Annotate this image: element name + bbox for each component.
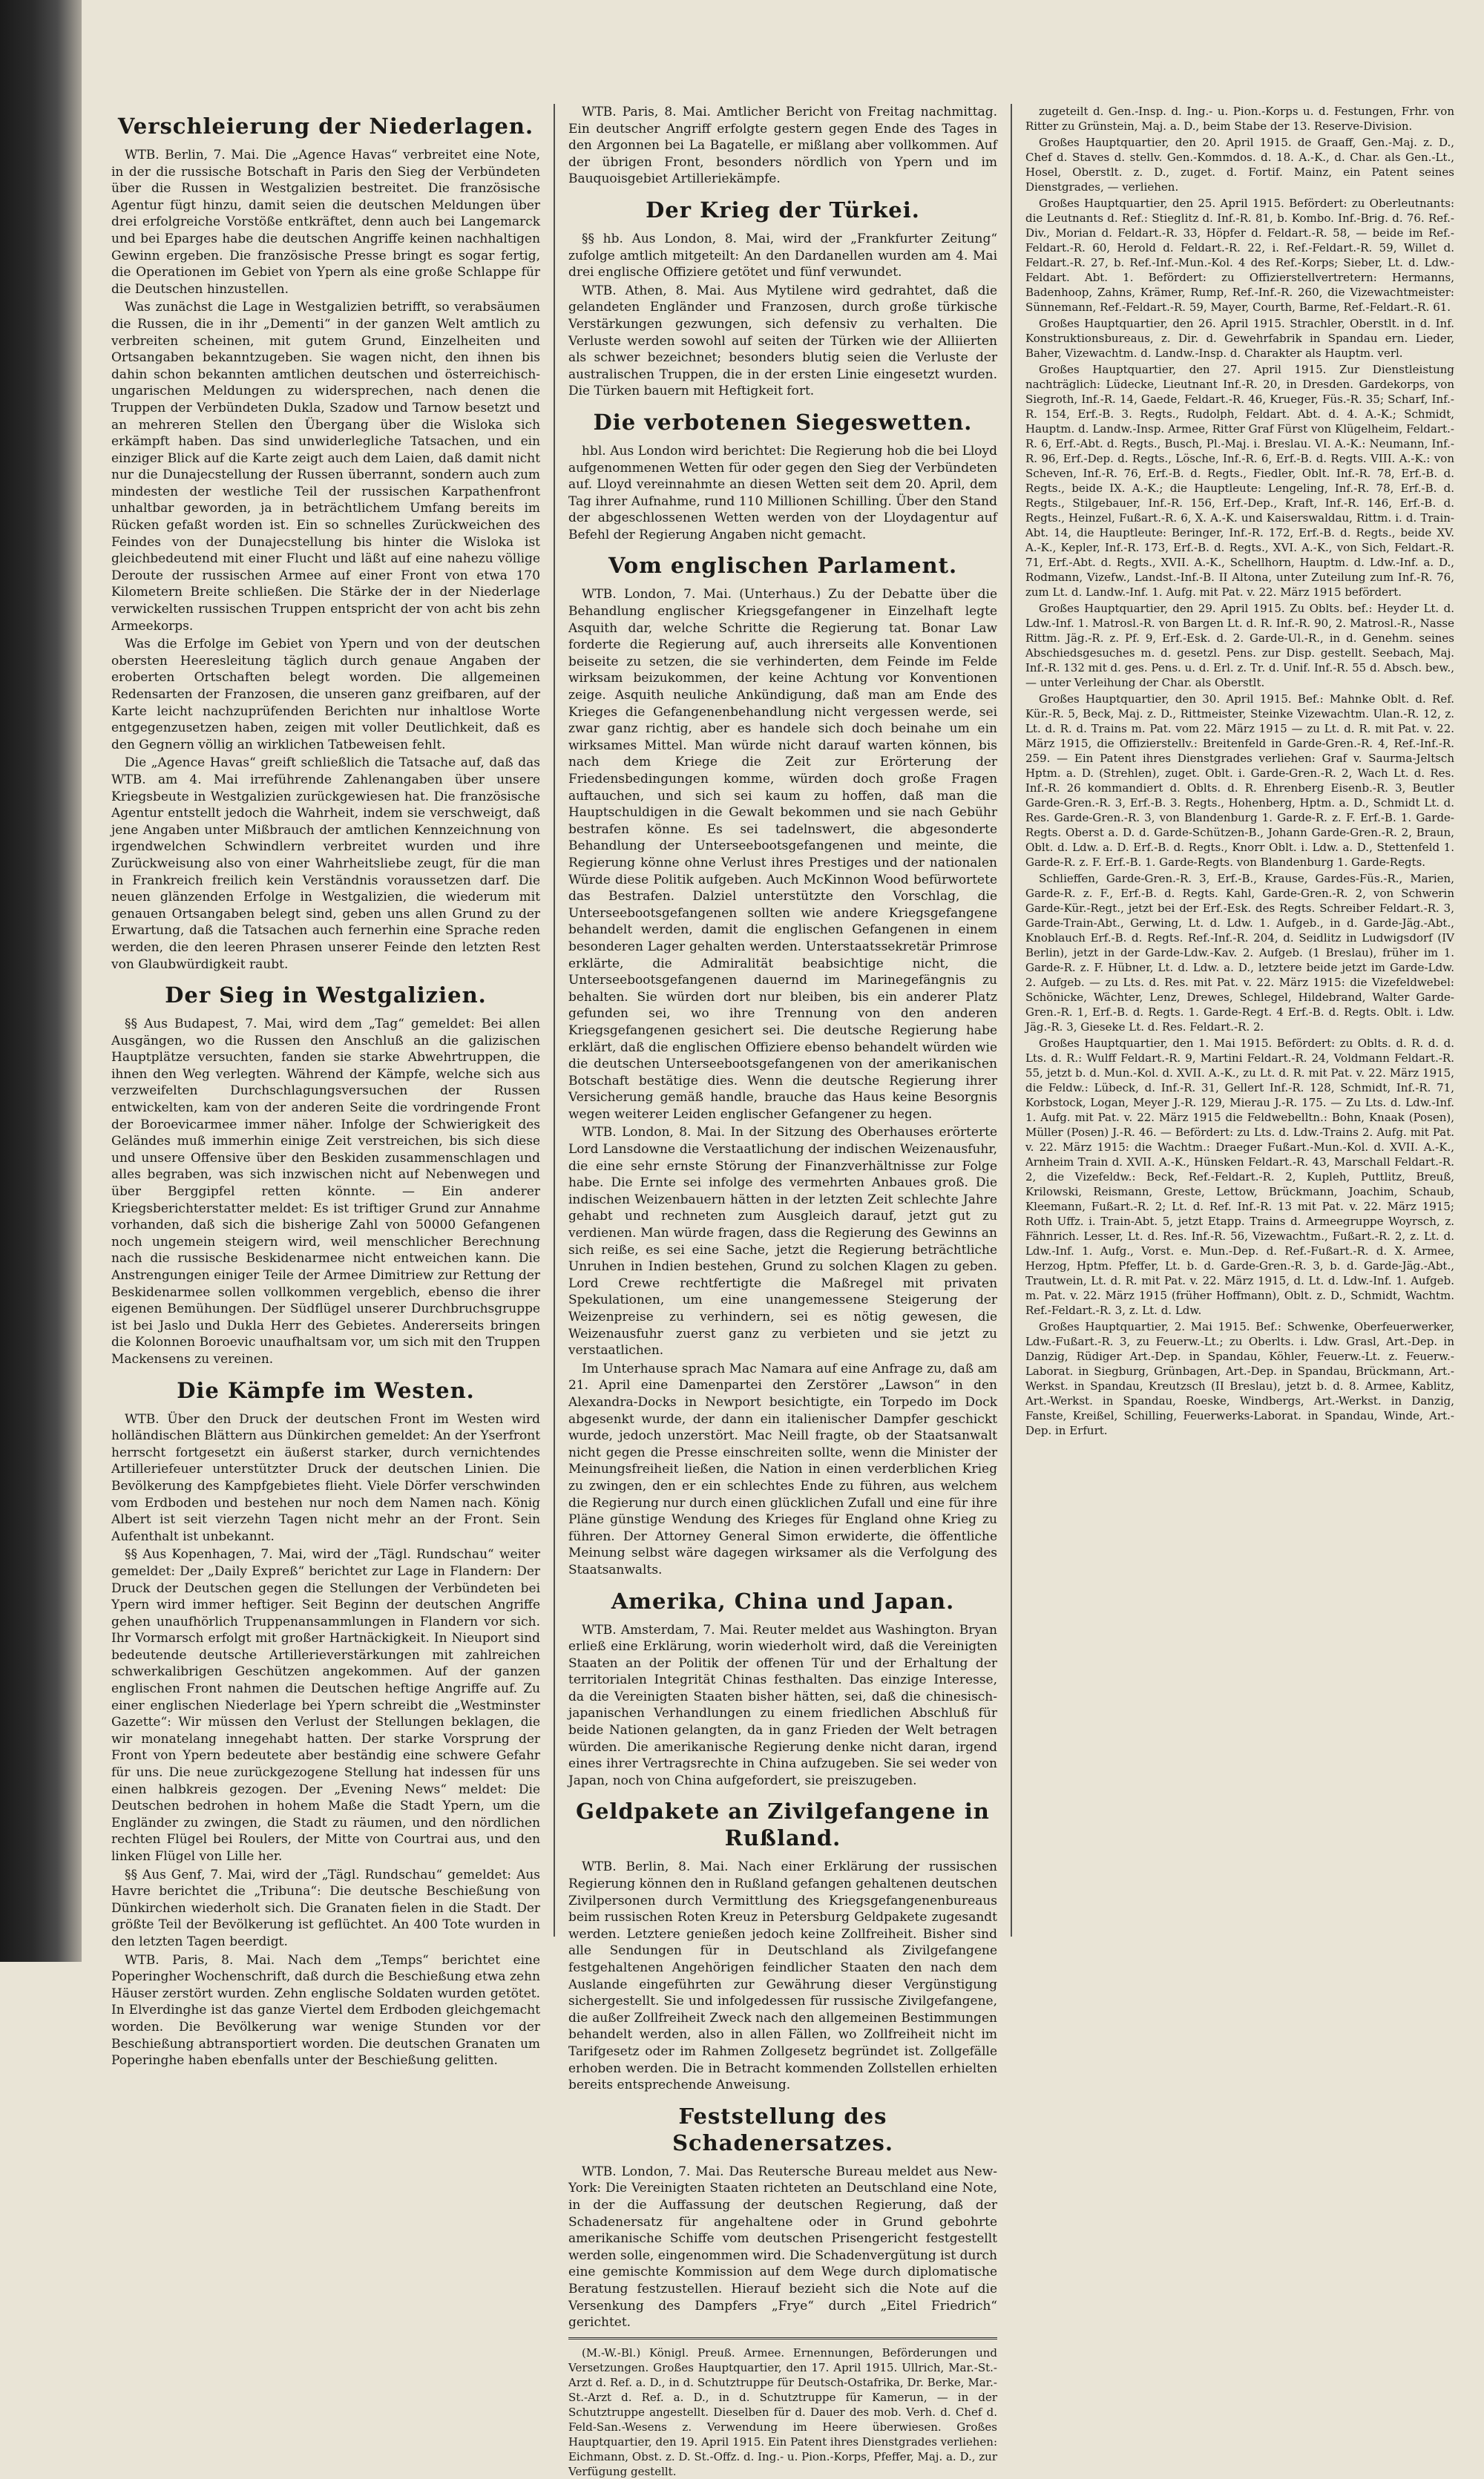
- newspaper-page: [111, 104, 1454, 2478]
- article-title-westgalizien: Der Sieg in Westgalizien.: [165, 982, 487, 1008]
- article-title-amerika: Amerika, China und Japan.: [611, 1588, 955, 1614]
- article-paragraph: WTB. Amsterdam, 7. Mai. Reuter meldet aus Washington. Bryan erließ eine Erklärung, worin wiederholt wird, daß die Vereinigten Staaten an der Politik der offenen Tür und der Erhaltung der territorialen Integrität Chinas festhalten. Das einzige Interesse, da die Vereinigten Staaten bisher hätten, sei, daß die chinesisch-japanischen Verhandlungen zu einem friedlichen Abschluß für beide Nationen gelangten, da in ganz Frieden der Welt betragen würden. Die amerikanische Regierung denke nicht daran, irgend eines ihrer Vertragsrechte in China aufzugeben. Sie sei weder von Japan, noch von China aufgefordert, sie preiszugeben.: [568, 1622, 998, 1788]
- article-title-parlament: Vom englischen Parlament.: [608, 553, 958, 579]
- article-paragraph: §§ hb. Aus London, 8. Mai, wird der „Frankfurter Zeitung“ zufolge amtlich mitgeteilt: An den Dardanellen wurden am 4. Mai drei englische Offiziere getötet und fünf verwundet.: [568, 231, 998, 280]
- article-paragraph: WTB. Paris, 8. Mai. Nach dem „Temps“ berichtet eine Poperingher Wochenschrift, daß durch die Beschießung etwa zehn Häuser zerstört wurden. Zehn englische Soldaten wurden getötet. In Elverdinghe ist das ganze Viertel dem Erdboden gleichgemacht worden. Die Bevölkerung war wenige Stunden vor der Beschießung abtransportiert worden. Die deutschen Granaten um Poperinghe haben ebenfalls unter der Beschießung gelitten.: [111, 1952, 541, 2069]
- column-2: [568, 104, 998, 2478]
- article-title-tuerkei: Der Krieg der Türkei.: [646, 197, 920, 223]
- article-paragraph: Was die Erfolge im Gebiet von Ypern und von der deutschen obersten Heeresleitung täglich durch genaue Angaben der eroberten Ortschaften belegt worden. Die allgemeinen Redensarten der Franzosen, die unseren ganz greifbaren, auf der Karte leicht nachzuprüfenden Berichten nur inhaltlose Worte entgegenzusetzen haben, zeigen mit voller Deutlichkeit, daß es den Gegnern völlig an wirklichen Tatbeweisen fehlt.: [111, 637, 541, 752]
- article-paragraph: WTB. London, 7. Mai. (Unterhaus.) Zu der Debatte über die Behandlung englischer Kriegsgefangener in Einzelhaft legte Asquith dar, welche Schritte die Regierung tat. Bonar Law forderte die Regierung auf, auch ihrerseits alle Konventionen beiseite zu setzen, die sie verhinderten, dem Feinde im Felde wirksam beizukommen, der keine Achtung vor Konventionen zeige. Asquith neuliche Ankündigung, daß man am Ende des Krieges die Gefangenenbehandlung nicht vergessen werde, sei zwar ganz richtig, aber es handele sich doch beinahe um ein wirksames Mittel. Man würde nicht darauf warten können, bis nach dem Kriege die Zeit zur Erörterung der Friedensbedingungen komme, würden doch große Fragen auftauchen, und sich sei kaum zu hoffen, daß man die Hauptschuldigen in die Gewalt bekommen und sie nach Gebühr bestrafen könne. Es sei tadelnswert, die abgesonderte Behandlung der Unterseebootsgefangenen und meinte, die Regierung könne ohne Verlust ihres Prestiges und der nationalen Würde diese Politik aufgeben. Auch McKinnon Wood befürwortete das Bestrafen. Dalziel unterstützte den Vorschlag, die Unterseebootsgefangenen sollten wie andere Kriegsgefangene behandelt werden, damit die englischen Gefangenen in einem besonderen Lager gehalten werden. Unterstaatssekretär Primrose erklärte, die Admiralität beabsichtige nicht, die Unterseebootsgefangenen dauernd im Marinegefängnis zu behalten. Sie würden dort nur bleiben, bis ein anderer Platz gefunden sei, wo ihre Trennung von den anderen Kriegsgefangenen gesichert sei. Die deutsche Regierung habe erklärt, daß die englischen Offiziere ebenso behandelt würden wie die deutschen Unterseebootsgefangenen von der amerikanischen Botschaft bestätige dies. Wenn die deutsche Regierung ihrer Versicherung gemäß handle, brauche das Haus keine Besorgnis wegen weiterer Leiden englischer Gefangener zu hegen.: [568, 587, 998, 1122]
- military-notice: Großes Hauptquartier, den 29. April 1915. Zu Oblts. bef.: Heyder Lt. d. Ldw.-Inf. 1. Matrosl.-R. von Bargen Lt. d. R. Inf.-R. 90, 2. Matrosl.-R., Nasse Rittm. Jäg.-R. z. Pf. 9, Erf.-Esk. d. 2. Garde-Ul.-R., in d. Genehm. seines Abschiedsgesuches m. d. gesetzl. Pens. zur Disp. gestellt. Seebach, Maj. Inf.-R. 132 mit d. ges. Pens. u. d. Erl. z. Tr. d. Unif. Inf.-R. 55 d. Absch. bew., — unter Verleihung der Char. als Oberstlt.: [1025, 602, 1454, 689]
- column-1: [111, 104, 541, 2069]
- article-title-siegeswetten: Die verbotenen Siegeswetten.: [593, 409, 973, 435]
- military-notice: Großes Hauptquartier, den 26. April 1915. Strachler, Oberstlt. in d. Inf. Konstruktionsbureaus, z. Dir. d. Gewehrfabrik in Spandau ern. Lieder, Baher, Vizewachtm. d. Landw.-Insp. d. Charakter als Hauptm. verl.: [1025, 317, 1454, 360]
- article-paragraph: WTB. London, 8. Mai. In der Sitzung des Oberhauses erörterte Lord Lansdowne die Verstaatlichung der indischen Weizenausfuhr, die eine sehr ernste Störung der Finanzverhältnisse zur Folge habe. Die Ernte sei infolge des vermehrten Anbaues groß. Die indischen Weizenbauern hätten in der letzten Zeit schlechte Jahre gehabt und rechneten zum Ausgleich darauf, jetzt gut zu verdienen. Man würde fragen, dass die Regierung des Gewinns an sich reiße, es sei eine Sache, jetzt die Regierung beträchtliche Unruhen in Indien bestehen, Grund zu solchen Klagen zu geben. Lord Crewe rechtfertigte die Maßregel mit privaten Spekulationen, um eine unangemessene Steigerung der Weizenpreise zu verhindern, sei es nötig gewesen, die Weizenausfuhr zuerst ganz zu verbieten und sie jetzt zu verstaatlichen.: [568, 1125, 998, 1359]
- military-notices: (M.-W.-Bl.) Königl. Preuß. Armee. Ernennungen, Beförderungen und Versetzungen. Großes Hauptquartier, den 17. April 1915. Ullrich, Mar.-St.-Arzt d. Ref. a. D., in d. Schutztruppe für Deutsch-Ostafrika, Dr. Berke, Mar.-St.-Arzt d. Ref. a. D., in d. Schutztruppe für Kamerun, — in der Schutztruppe angestellt. Dieselben für d. Dauer des mob. Verh. d. Chef d. Feld-San.-Wesens z. Verwendung im Heere überwiesen. Großes Hauptquartier, den 19. April 1915. Ein Patent ihres Dienstgrades verliehen: Eichmann, Obst. z. D. St.-Offz. d. Ing.- u. Pion.-Korps, Pfeffer, Maj. a. D., zur Verfügung gestellt.: [568, 2345, 998, 2478]
- article-paragraph: WTB. Berlin, 8. Mai. Nach einer Erklärung der russischen Regierung können den in Rußland gefangen gehaltenen deutschen Zivilpersonen durch Vermittlung des Kriegsgefangenenbureaus beim russischen Roten Kreuz in Petersburg Geldpakete zugesandt werden. Letztere genießen jedoch keine Zollfreiheit. Bisher sind alle Sendungen für in Deutschland als Zivilgefangene festgehaltenen Angehörigen feindlicher Staaten den nach dem Auslande eingeführten zur Gewährung dieser Vergünstigung sichergestellt. Sie und infolgedessen für russische Zivilgefangene, die außer Zollfreiheit Zweck nach den allgemeinen Bestimmungen behandelt werden, also in allen Fällen, wo Zollfreiheit nicht im Tarifgesetz oder im Rahmen Zollgesetz begründet ist. Zollgefälle erhoben werden. Die in Betracht kommenden Zollstellen erhielten bereits entsprechende Anweisung.: [568, 1859, 998, 2093]
- article-paragraph: hbl. Aus London wird berichtet: Die Regierung hob die bei Lloyd aufgenommenen Wetten für oder gegen den Sieg der Verbündeten auf. Lloyd vereinnahmte an diesen Wetten seit dem 20. April, dem Tag ihrer Aufnahme, rund 110 Millionen Schilling. Über den Stand der abgeschlossenen Wetten werden von der Lloydagentur auf Befehl der Regierung Angaben nicht gemacht.: [568, 443, 998, 542]
- military-notice: Großes Hauptquartier, den 25. April 1915. Befördert: zu Oberleutnants: die Leutnants d. Ref.: Stieglitz d. Inf.-R. 81, b. Kombo. Inf.-Brig. d. 76. Ref.-Div., Morian d. Feldart.-R. 33, Höpfer d. Feldart.-R. 58, — beide im Ref.-Feldart.-R. 60, Herold d. Feldart.-R. 22, i. Ref.-Feldart.-R. 59, Willet d. Feldart.-R. 27, b. Ref.-Inf.-Mun.-Kol. 4 des Ref.-Korps; Sieber, Lt. d. Ldw.-Feldart. Abt. 1. Befördert: zu Offizierstellvertretern: Hermanns, Badenhoop, Zahns, Krämer, Rump, Ref.-Inf.-R. 260, die Vizewachtmeister: Sünnemann, Ref.-Feldart.-R. 59, Mayer, Courth, Barme, Ref.-Feldart.-R. 61.: [1025, 197, 1454, 314]
- military-notice: Großes Hauptquartier, den 20. April 1915. de Graaff, Gen.-Maj. z. D., Chef d. Staves d. stellv. Gen.-Kommdos. d. 18. A.-K., d. Char. als Gen.-Lt., Hosel, Oberstlt. z. D., zuget. d. Fortif. Mainz, ein Patent seines Dienstgrades, — verliehen.: [1025, 136, 1454, 194]
- article-title-westen: Die Kämpfe im Westen.: [177, 1377, 475, 1403]
- military-notice: Schlieffen, Garde-Gren.-R. 3, Erf.-B., Krause, Gardes-Füs.-R., Marien, Garde-R. z. F., Erf.-B. d. Regts. Kahl, Garde-Gren.-R. 2, von Schwerin Garde-Kür.-Regt., jetzt bei der Erf.-Esk. des Regts. Schreiber Feldart.-R. 3, Garde-Train-Abt., Gerwing, Lt. d. Ldw. 1. Aufgeb., in d. Garde-Jäg.-Abt., Knoblauch Erf.-B. d. Regts. Ref.-Inf.-R. 204, d. Seidlitz in Ludwigsdorf (IV Berlin), jetzt in der Garde-Ldw.-Kav. 2. Aufgeb. (1 Breslau), früher im 1. Garde-R. z. F. Hübner, Lt. d. Ldw. a. D., letztere beide jetzt im Garde-Ldw. 2. Aufgeb. — zu Lts. d. Res. mit Pat. v. 22. März 1915: die Vizefeldwebel: Schönicke, Wächter, Lenz, Drewes, Schlegel, Hildebrand, Walter Garde-Gren.-R. 1, Erf.-B. d. Regts. 1. Garde-Regt. 4 Erf.-B. d. Regts. Oblt. i. Ldw. Jäg.-R. 3, Gieseke Lt. d. Res. Feldart.-R. 2.: [1025, 872, 1454, 1034]
- article-paragraph: §§ Aus Kopenhagen, 7. Mai, wird der „Tägl. Rundschau“ weiter gemeldet: Der „Daily Expreß“ berichtet zur Lage in Flandern: Der Druck der Deutschen gegen die Stellungen der Verbündeten bei Ypern wird immer heftiger. Seit Beginn der deutschen Angriffe gehen unaufhörlich Truppenansammlungen in Flandern vor sich. Ihr Vormarsch erfolgt mit großer Hartnäckigkeit. In Nieuport sind bedeutende deutsche Artillerieverstärkungen mit zahlreichen schwerkalibrigen Geschützen angekommen. Auf der ganzen englischen Front nahmen die Deutschen heftige Angriffe auf. Zu einer englischen Niederlage bei Ypern schreibt die „Westminster Gazette“: Wir müssen den Verlust der Stellungen beklagen, die wir monatelang innegehabt hatten. Der starke Vorsprung der Front von Ypern bedeutete aber beständig eine schwere Gefahr für uns. Die neue zurückgezogene Stellung hat indessen für uns einen halbkreis gezogen. Der „Evening News“ meldet: Die Deutschen bedrohen in hohem Maße die Stadt Ypern, um die Engländer zu zwingen, die Stadt zu räumen, und den nördlichen rechten Flügel bei Roulers, der Mitte von Courtrai aus, und den linken Flügel von Lille her.: [111, 1547, 541, 1864]
- article-title-verschleierung: Verschleierung der Niederlagen.: [117, 114, 534, 139]
- military-notice: Großes Hauptquartier, den 27. April 1915. Zur Dienstleistung nachträglich: Lüdecke, Lieutnant Inf.-R. 20, in Dresden. Gardekorps, von Siegroth, Inf.-R. 14, Gaede, Feldart.-R. 46, Krueger, Füs.-R. 35; Scharf, Inf.-R. 154, Erf.-B. 3. Regts., Rudolph, Feldart. Abt. d. 4. A.-K.; Schmidt, Hauptm. d. Landw.-Insp. Armee, Ritter Graf Fürst von Klügelheim, Feldart.-R. 6, Erf.-Abt. d. Regts., Busch, Pl.-Maj. i. Breslau. VI. A.-K.: Neumann, Inf.-R. 96, Erf.-Dep. d. Regts., Lösche, Inf.-R. 6, Erf.-B. d. Regts. VIII. A.-K.: von Scheven, Inf.-R. 76, Erf.-B. d. Regts., Fiedler, Oblt. Inf.-R. 78, Erf.-B. d. Regts., beide IX. A.-K.; die Hauptleute: Lengeling, Inf.-R. 78, Erf.-B. d. Regts., Stilgebauer, Inf.-R. 156, Erf.-Dep., Kraft, Inf.-R. 146, Erf.-B. d. Regts., Heinzel, Fußart.-R. 6, X. A.-K. und Kaiserswaldau, Rittm. i. d. Train-Abt. 14, die Hauptleute: Beringer, Inf.-R. 172, Erf.-B. d. Regts., beide XV. A.-K., Kepler, Inf.-R. 173, Erf.-B. d. Regts., XVI. A.-K., von Sich, Feldart.-R. 71, Erf.-Abt. d. Regts., XVII. A.-K., Schellhorn, Hauptm. d. Ldw.-Inf. a. D., Rodmann, Vizefw., Landst.-Inf.-B. II Altona, unter Zuteilung zum Inf.-R. 76, zum Lt. d. Landw.-Inf. 1. Aufg. mit Pat. v. 22. März 1915 befördert.: [1025, 363, 1454, 599]
- section-rule: [568, 2337, 997, 2340]
- column-divider: [554, 104, 555, 1937]
- military-notice: Großes Hauptquartier, den 1. Mai 1915. Befördert: zu Oblts. d. R. d. d. Lts. d. R.: Wulff Feldart.-R. 9, Martini Feldart.-R. 24, Voldmann Feldart.-R. 55, jetzt b. d. Mun.-Kol. d. XVII. A.-K., zu Lt. d. R. mit Pat. v. 22. März 1915, die Feldw.: Lübeck, d. Inf.-R. 31, Gellert Inf.-R. 128, Schmidt, Inf.-R. 71, Korbstock, Logan, Meyer J.-R. 129, Mierau J.-R. 175. — Zu Lts. d. Ldw.-Inf. 1. Aufg. mit Pat. v. 22. März 1915 die Feldwebelltn.: Bohn, Knaak (Posen), Müller (Posen) J.-R. 46. — Befördert: zu Lts. d. Ldw.-Trains 2. Aufg. mit Pat. v. 22. März 1915: die Wachtm.: Draeger Fußart.-Mun.-Kol. d. XVII. A.-K., Arnheim Train d. XVII. A.-K., Hünsken Feldart.-R. 43, Marschall Feldart.-R. 2, die Vizefeldw.: Beck, Ref.-Feldart.-R. 2, Kupleh, Puttlitz, Breuß, Krilowski, Reismann, Greste, Lettow, Brückmann, Joachim, Schaub, Kleemann, Fußart.-R. 2; Lt. d. Ref. Inf.-R. 13 mit Pat. v. 22. März 1915; Roth Uffz. i. Train-Abt. 5, jetzt Etapp. Trains d. Armeegruppe Woyrsch, z. Fähnrich. Lesser, Lt. d. Res. Inf.-R. 56, Vizewachtm., Fußart.-R. 2, z. Lt. d. Ldw.-Inf. 1. Aufg., Vorst. e. Mun.-Dep. d. Ref.-Fußart.-R. d. X. Armee, Herzog, Hptm. Pfeffer, Lt. b. d. Garde-Gren.-R. 3, b. d. Garde-Jäg.-Abt., Trautwein, Lt. d. R. mit Pat. v. 22. März 1915, d. Lt. d. Ldw.-Inf. 1. Aufgeb. m. Pat. v. 22. März 1915 (früher Hoffmann), Oblt. z. D., Schmidt, Wachtm. Ref.-Feldart.-R. 3, z. Lt. d. Ldw.: [1025, 1037, 1454, 1317]
- military-notice: Großes Hauptquartier, den 30. April 1915. Bef.: Mahnke Oblt. d. Ref. Kür.-R. 5, Beck, Maj. z. D., Rittmeister, Steinke Vizewachtm. Ulan.-R. 12, z. Lt. d. R. d. Trains m. Pat. vom 22. März 1915 — zu Lt. d. R. mit Pat. v. 22. März 1915, die Offizierstellv.: Breitenfeld in Garde-Gren.-R. 4, Ref.-Inf.-R. 259. — Ein Patent ihres Dienstgrades verliehen: Graf v. Saurma-Jeltsch Hptm. a. D. (Strehlen), zuget. Oblt. i. Garde-Gren.-R. 2, Wach Lt. d. Res. Inf.-R. 26 kommandiert d. Oblts. d. R. Ehrenberg Eisenb.-R. 3, Beutler Garde-Gren.-R. 3, Erf.-B. 3. Regts., Hohenberg, Hptm. a. D., Schmidt Lt. d. Res. Garde-Gren.-R. 3, von Blandenburg 1. Garde-R. z. F. Erf.-B. 1. Garde-Regts. Oberst a. D. d. Garde-Schützen-B., Johann Garde-Gren.-R. 2, Braun, Oblt. d. Ldw. a. D. Erf.-B. d. Regts., Knorr Oblt. i. Ldw. a. D., Stettenfeld 1. Garde-R. z. F. Erf.-B. 1. Garde-Regts. von Blandenburg 1. Garde-Regts.: [1025, 692, 1454, 869]
- military-notice: Großes Hauptquartier, 2. Mai 1915. Bef.: Schwenke, Oberfeuerwerker, Ldw.-Fußart.-R. 3, zu Feuerw.-Lt.; zu Oberlts. i. Ldw. Grasl, Art.-Dep. in Danzig, Rüdiger Art.-Dep. in Spandau, Köhler, Feuerw.-Lt. z. Feuerw.-Laborat. in Siegburg, Grünbagen, Art.-Dep. in Spandau, Brückmann, Art.-Werkst. in Spandau, Kreutzsch (II Breslau), jetzt b. d. 8. Armee, Kablitz, Art.-Werkst. in Spandau, Roeske, Windbergs, Art.-Werkst. in Danzig, Fanste, Kreißel, Schilling, Feuerwerks-Laborat. in Spandau, Winde, Art.-Dep. in Erfurt.: [1025, 1320, 1454, 1437]
- column-divider: [1011, 104, 1012, 1937]
- article-paragraph: WTB. Athen, 8. Mai. Aus Mytilene wird gedrahtet, daß die gelandeten Engländer und Franzosen, durch große türkische Verstärkungen gezwungen, sich defensiv zu verhalten. Die Verluste werden sowohl auf seiten der Türken wie der Alliierten als schwer bezeichnet; besonders blutig seien die Verluste der australischen Truppen, die in der ersten Linie eingesetzt wurden. Die Türken bauern mit Heftigkeit fort.: [568, 283, 998, 399]
- article-paragraph: WTB. Über den Druck der deutschen Front im Westen wird holländischen Blättern aus Dünkirchen gemeldet: An der Yserfront herrscht fortgesetzt ein äußerst starker, durch vernichtendes Artilleriefeuer unterstützter Druck der deutschen Linien. Die Bevölkerung des Kampfgebietes flieht. Viele Dörfer verschwinden vom Erdboden und bestehen nur noch dem Namen nach. König Albert ist seit vierzehn Tagen nicht mehr an der Front. Sein Aufenthalt ist unbekannt.: [111, 1411, 541, 1544]
- article-paragraph: §§ Aus Budapest, 7. Mai, wird dem „Tag“ gemeldet: Bei allen Ausgängen, wo die Russen den Anschluß an die galizischen Hauptplätze versuchten, fanden sie starke Abwehrtruppen, die ihnen den Weg verlegten. Während der Kämpfe, welche sich aus verzweifelten Durchschlagungsversuchen der Russen entwickelten, kam von der anderen Seite die vordringende Front der Boroevicarmee immer näher. Infolge der Schwierigkeit des Geländes muß immerhin einige Zeit verstreichen, bis sich diese und unsere Offensive über den Beskiden zusammenschlagen und alles begraben, was sich inzwischen nicht auf Nebenwegen und über Berggipfel retten könnte. — Ein anderer Kriegsberichterstatter meldet: Es ist triftiger Grund zur Annahme vorhanden, daß sich die bisherige Zahl von 50000 Gefangenen noch ungemein steigern wird, weil menschlicher Berechnung nach die russische Beskidenarmee nicht entweichen kann. Die Anstrengungen einiger Teile der Armee Dimitriew zur Rettung der Beskidenarmee sollen vollkommen vergeblich, ebenso die ihrer eigenen Bemühungen. Der Südflügel unserer Durchbruchsgruppe ist bei Jaslo und Dukla Herr des Gebietes. Andererseits bringen die Kolonnen Boroevic unaufhaltsam vor, um sich mit den Truppen Mackensens zu vereinen.: [111, 1017, 541, 1367]
- book-binding-edge: [0, 0, 82, 1962]
- article-paragraph: WTB. London, 7. Mai. Das Reutersche Bureau meldet aus New-York: Die Vereinigten Staaten richteten an Deutschland eine Note, in der die Auffassung der deutschen Regierung, daß der Schadenersatz für angehaltene oder in Grund gebohrte amerikanische Schiffe vom deutschen Prisengericht festgestellt werden solle, eingenommen wird. Die Schadenvergütung ist durch eine gemischte Kommission auf dem Wege durch diplomatische Beratung festzustellen. Hierauf bezieht sich die Note auf die Versenkung des Dampfers „Frye“ durch „Eitel Friedrich“ gerichtet.: [568, 2164, 998, 2331]
- military-notice: zugeteilt d. Gen.-Insp. d. Ing.- u. Pion.-Korps u. d. Festungen, Frhr. von Ritter zu Grünstein, Maj. a. D., beim Stabe der 13. Reserve-Division.: [1025, 105, 1454, 133]
- article-paragraph: WTB. Paris, 8. Mai. Amtlicher Bericht von Freitag nachmittag. Ein deutscher Angriff erfolgte gestern gegen Ende des Tages in den Argonnen bei La Bagatelle, er mißlang aber vollkommen. Auf der übrigen Front, besonders nördlich von Ypern und im Bauquoisgebiet Artilleriekämpfe.: [568, 105, 998, 187]
- column-3: [1025, 104, 1454, 1937]
- article-paragraph: Die „Agence Havas“ greift schließlich die Tatsache auf, daß das WTB. am 4. Mai irreführende Zahlenangaben über unsere Kriegsbeute in Westgalizien zurückgewiesen hat. Die französische Agentur entstellt jedoch die Wahrheit, indem sie verschweigt, daß jene Angaben unter Mißbrauch der amtlichen Kennzeichnung von irgendwelchen Schwindlern verbreitet wurden und ihre Zurückweisung also von einer Wahrheitsliebe zeugt, für die man in Frankreich freilich kein Verständnis voraussetzen darf. Die neuen glänzenden Erfolge in Westgalizien, die wiederum mit genauen Ortsangaben belegt sind, geben uns allen Grund zu der Erwartung, daß die Tatsachen auch fernerhin eine Sprache reden werden, die den leeren Phrasen unserer Feinde den letzten Rest von Glaubwürdigkeit raubt.: [111, 755, 541, 972]
- article-title-geldpakete: Geldpakete an Zivilgefangene in Rußland.: [576, 1799, 990, 1851]
- article-paragraph: Im Unterhause sprach Mac Namara auf eine Anfrage zu, daß am 21. April eine Damenpartei den Zerstörer „Lawson“ in den Alexandra-Docks in Newport besichtigte, ein Torpedo im Dock abgesenkt wurde, der dann ein italienischer Dampfer geschickt wurde, jedoch unzerstört. Mac Neill fragte, ob der Staatsanwalt nicht gegen die Presse einschreiten sollte, wenn die Minister der Meinungsfreiheit ließen, die Nation in einen verderblichen Krieg zu zwingen, den er ein schlechtes Ende zu führen, aus welchem die Regierung nur durch einen glücklichen Zufall und eine für ihre Pläne günstige Wendung des Krieges für England ohne Krieg zu führen. Der Attorney General Simon erwiderte, die öffentliche Meinung selbst wäre dagegen wirksamer als die Verfolgung des Staatsanwalts.: [568, 1361, 998, 1577]
- article-paragraph: §§ Aus Genf, 7. Mai, wird der „Tägl. Rundschau“ gemeldet: Aus Havre berichtet die „Tribuna“: Die deutsche Beschießung von Dünkirchen wiederholt sich. Die Granaten fielen in die Stadt. Der größte Teil der Bevölkerung ist geflüchtet. An 400 Tote wurden in den letzten Tagen beerdigt.: [111, 1867, 541, 1949]
- article-paragraph: WTB. Berlin, 7. Mai. Die „Agence Havas“ verbreitet eine Note, in der die russische Botschaft in Paris den Sieg der Verbündeten über die Russen in Westgalizien bestreitet. Die französische Agentur fügt hinzu, damit seien die deutschen Meldungen über drei erfolgreiche Vorstöße entkräftet, denn auch bei Langemarck und bei Eparges habe die deutschen Angriffe keinen nachhaltigen Gewinn ergeben. Die französische Presse bringt es sogar fertig, die Operationen im Gebiet von Ypern als eine große Schlappe für die Deutschen hinzustellen.: [111, 148, 541, 297]
- article-title-schadenersatz: Feststellung des Schadenersatzes.: [672, 2103, 893, 2155]
- article-paragraph: Was zunächst die Lage in Westgalizien betrifft, so verabsäumen die Russen, die in ihr „Dementi“ in der ganzen Welt amtlich zu verbreiten scheinen, mit gutem Grund, Einzelheiten und Ortsangaben bekanntzugeben. Sie wagen nicht, den ihnen bis dahin schon bekannten amtlichen deutschen und österreichisch-ungarischen Meldungen zu widersprechen, nach denen die Truppen der Verbündeten Dukla, Szadow und Tarnow besetzt und an mehreren Stellen den Übergang über die Wisloka sich erkämpft haben. Das sind unwiderlegliche Tatsachen, und ein einziger Blick auf die Karte zeigt auch dem Laien, daß damit nicht nur die Dunajecstellung der Russen überrannt, sondern auch zum mindesten der westliche Teil der russischen Karpathenfront unhaltbar geworden, ja in beträchtlichem Umfang bereits im Rücken gefaßt worden ist. Ein so schnelles Zurückweichen des Feindes von der Dunajecstellung bis hinter die Wisloka ist gleichbedeutend mit einer Flucht und läßt auf eine nahezu völlige Deroute der russischen Armee auf einer Front von etwa 170 Kilometern Breite schließen. Die Stärke der in der Niederlage verwickelten russischen Truppen entspricht der von acht bis zehn Armeekorps.: [111, 300, 541, 634]
